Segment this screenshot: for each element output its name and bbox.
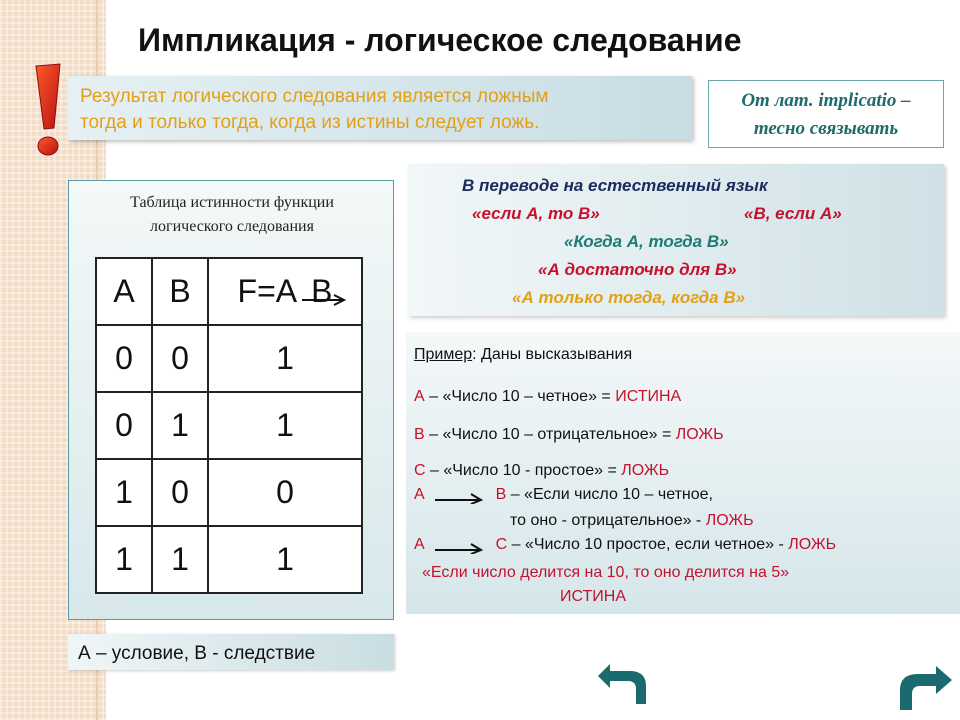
condition-note: А – условие, В - следствие [68,634,394,670]
letter-b: В [414,426,425,443]
divisibility-value [560,588,626,606]
divisibility-text: «Если число делится на 10, то оно делится на 5» [422,564,790,581]
statement-ab-text: – «Если число 10 – четное, [506,486,713,504]
letter-a: А [414,388,425,405]
ab-letter-a: А [414,486,425,504]
truth-table-panel [68,180,394,620]
statement-a-implies-b [414,486,713,504]
caption-line-1: Таблица истинности функции [130,194,334,211]
cell-b: 1 [152,526,208,593]
phrase-when-then: «Когда А, тогда В» [564,232,729,251]
phrase-if-then: «если А, то В» [472,204,600,223]
statement-c [414,462,669,480]
phrase-sufficient: «А достаточно для В» [538,260,737,279]
table-row [96,325,362,392]
divisibility-value-text: ИСТИНА [560,588,627,605]
cell-f: 1 [208,526,362,593]
back-arrow-icon[interactable] [598,660,648,706]
statement-ac-text: – «Число 10 простое, если четное» - [507,536,789,554]
statement-b [414,426,724,444]
exclamation-icon [26,62,72,162]
caption-line-2: логического следования [150,218,314,235]
cell-a: 1 [96,526,152,593]
page-title: Импликация - логическое следование [138,22,742,58]
etymology-line-2: тесно связывать [753,118,899,139]
result-line-1: Результат логического следования является ложным [80,86,549,107]
statement-a [414,388,681,406]
statement-ab-value: ЛОЖЬ [705,512,754,529]
letter-c: С [414,462,426,479]
ac-letter-a: А [414,536,425,554]
header-f-right: B [311,273,333,309]
table-row [96,459,362,526]
cell-a: 0 [96,392,152,459]
cell-b: 0 [152,459,208,526]
implication-arrow-icon [435,536,485,554]
cell-f: 0 [208,459,362,526]
statement-a-implies-b-cont [510,512,754,530]
phrase-b-if-a: «В, если А» [744,204,842,223]
truth-table [95,257,363,594]
cell-a: 0 [96,325,152,392]
truth-table-caption [69,191,395,239]
statement-ab-text-2: то оно - отрицательное» - [510,512,706,529]
statement-a-value: ИСТИНА [615,388,682,405]
implication-arrow-icon [435,486,485,504]
cell-f: 1 [208,392,362,459]
statement-c-value: ЛОЖЬ [621,462,670,479]
etymology-note [708,80,944,148]
result-line-2: тогда и только тогда, когда из истины следует ложь. [80,112,540,133]
header-b: B [152,258,208,325]
cell-b: 1 [152,392,208,459]
etymology-line-1: От лат. implicatio – [741,90,911,111]
example-intro: : Даны высказывания [472,346,633,363]
cell-a: 1 [96,459,152,526]
header-f [208,258,362,325]
result-note [68,76,692,140]
cell-b: 0 [152,325,208,392]
ab-letter-b: В [495,486,507,504]
cell-f: 1 [208,325,362,392]
forward-arrow-icon[interactable] [896,662,952,712]
header-a: A [96,258,152,325]
table-row [96,526,362,593]
implication-arrow-icon [302,293,348,307]
example-heading [414,346,632,364]
statement-b-value: ЛОЖЬ [675,426,724,443]
example-label: Пример [414,346,473,363]
header-f-left: F=A [237,273,298,309]
example-panel [406,332,960,614]
phrase-only-when: «А только тогда, когда В» [512,288,746,307]
statement-a-text: – «Число 10 – четное» = [424,388,616,405]
statement-ac-value: ЛОЖЬ [788,536,837,554]
ac-letter-c: С [495,536,508,554]
statement-c-text: – «Число 10 - простое» = [425,462,622,479]
divisibility-statement [422,564,789,582]
statement-b-text: – «Число 10 – отрицательное» = [424,426,676,443]
table-row [96,392,362,459]
translation-heading: В переводе на естественный язык [462,176,768,195]
statement-a-implies-c [414,536,836,554]
table-header-row [96,258,362,325]
natural-language-box [408,164,944,316]
